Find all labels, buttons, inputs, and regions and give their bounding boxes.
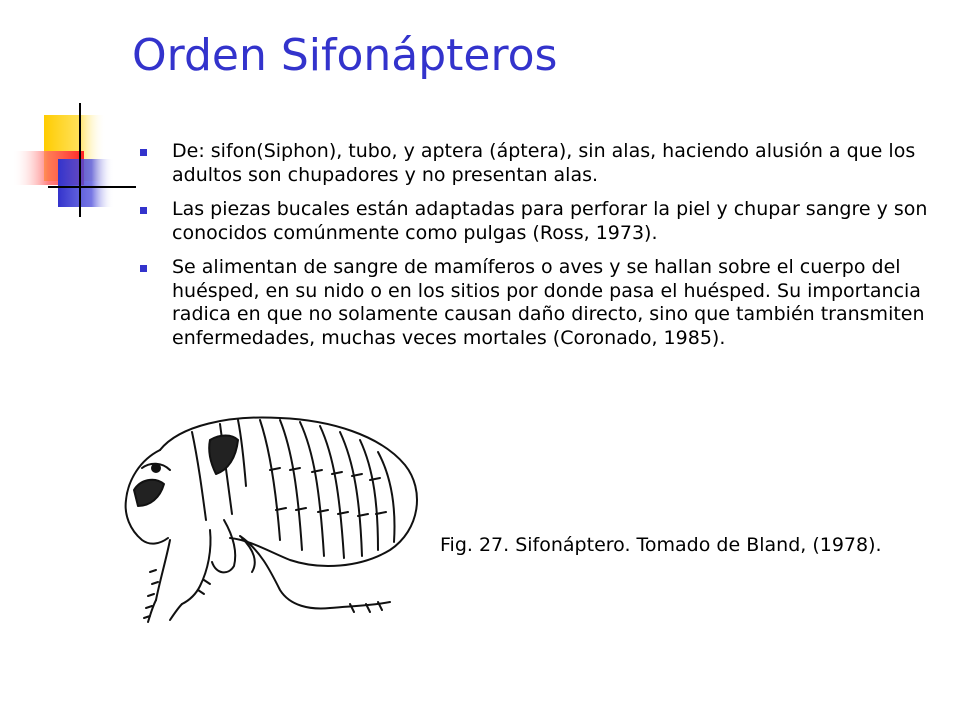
bullet-item (136, 256, 936, 350)
bullet-text: De: sifon(Siphon), tubo, y aptera (áptera), sin alas, haciendo alusión a que los adultos son chupadores y no presentan alas. (172, 140, 916, 186)
bullet-item (136, 140, 936, 187)
figure-caption: Fig. 27. Sifonáptero. Tomado de Bland, (1978). (440, 534, 882, 556)
bullet-text: Las piezas bucales están adaptadas para perforar la piel y chupar sangre y son conocidos comúnmente como pulgas (Ross, 1973). (172, 198, 928, 244)
corner-ornament-icon (0, 95, 140, 225)
bullet-text: Se alimentan de sangre de mamíferos o aves y se hallan sobre el cuerpo del huésped, en su nido o en los sitios por donde pasa el huésped. Su importancia radica en que no solamente causan daño directo, sino que también transmiten enfermedades, muchas veces mortales (Coronado, 1985). (172, 256, 925, 349)
square-bullet-icon (140, 207, 147, 214)
square-bullet-icon (140, 265, 147, 272)
slide-title: Orden Sifonápteros (132, 30, 558, 81)
bullet-item (136, 198, 936, 245)
flea-drawing-icon (120, 410, 430, 625)
bullet-list (136, 140, 936, 361)
square-bullet-icon (140, 149, 147, 156)
